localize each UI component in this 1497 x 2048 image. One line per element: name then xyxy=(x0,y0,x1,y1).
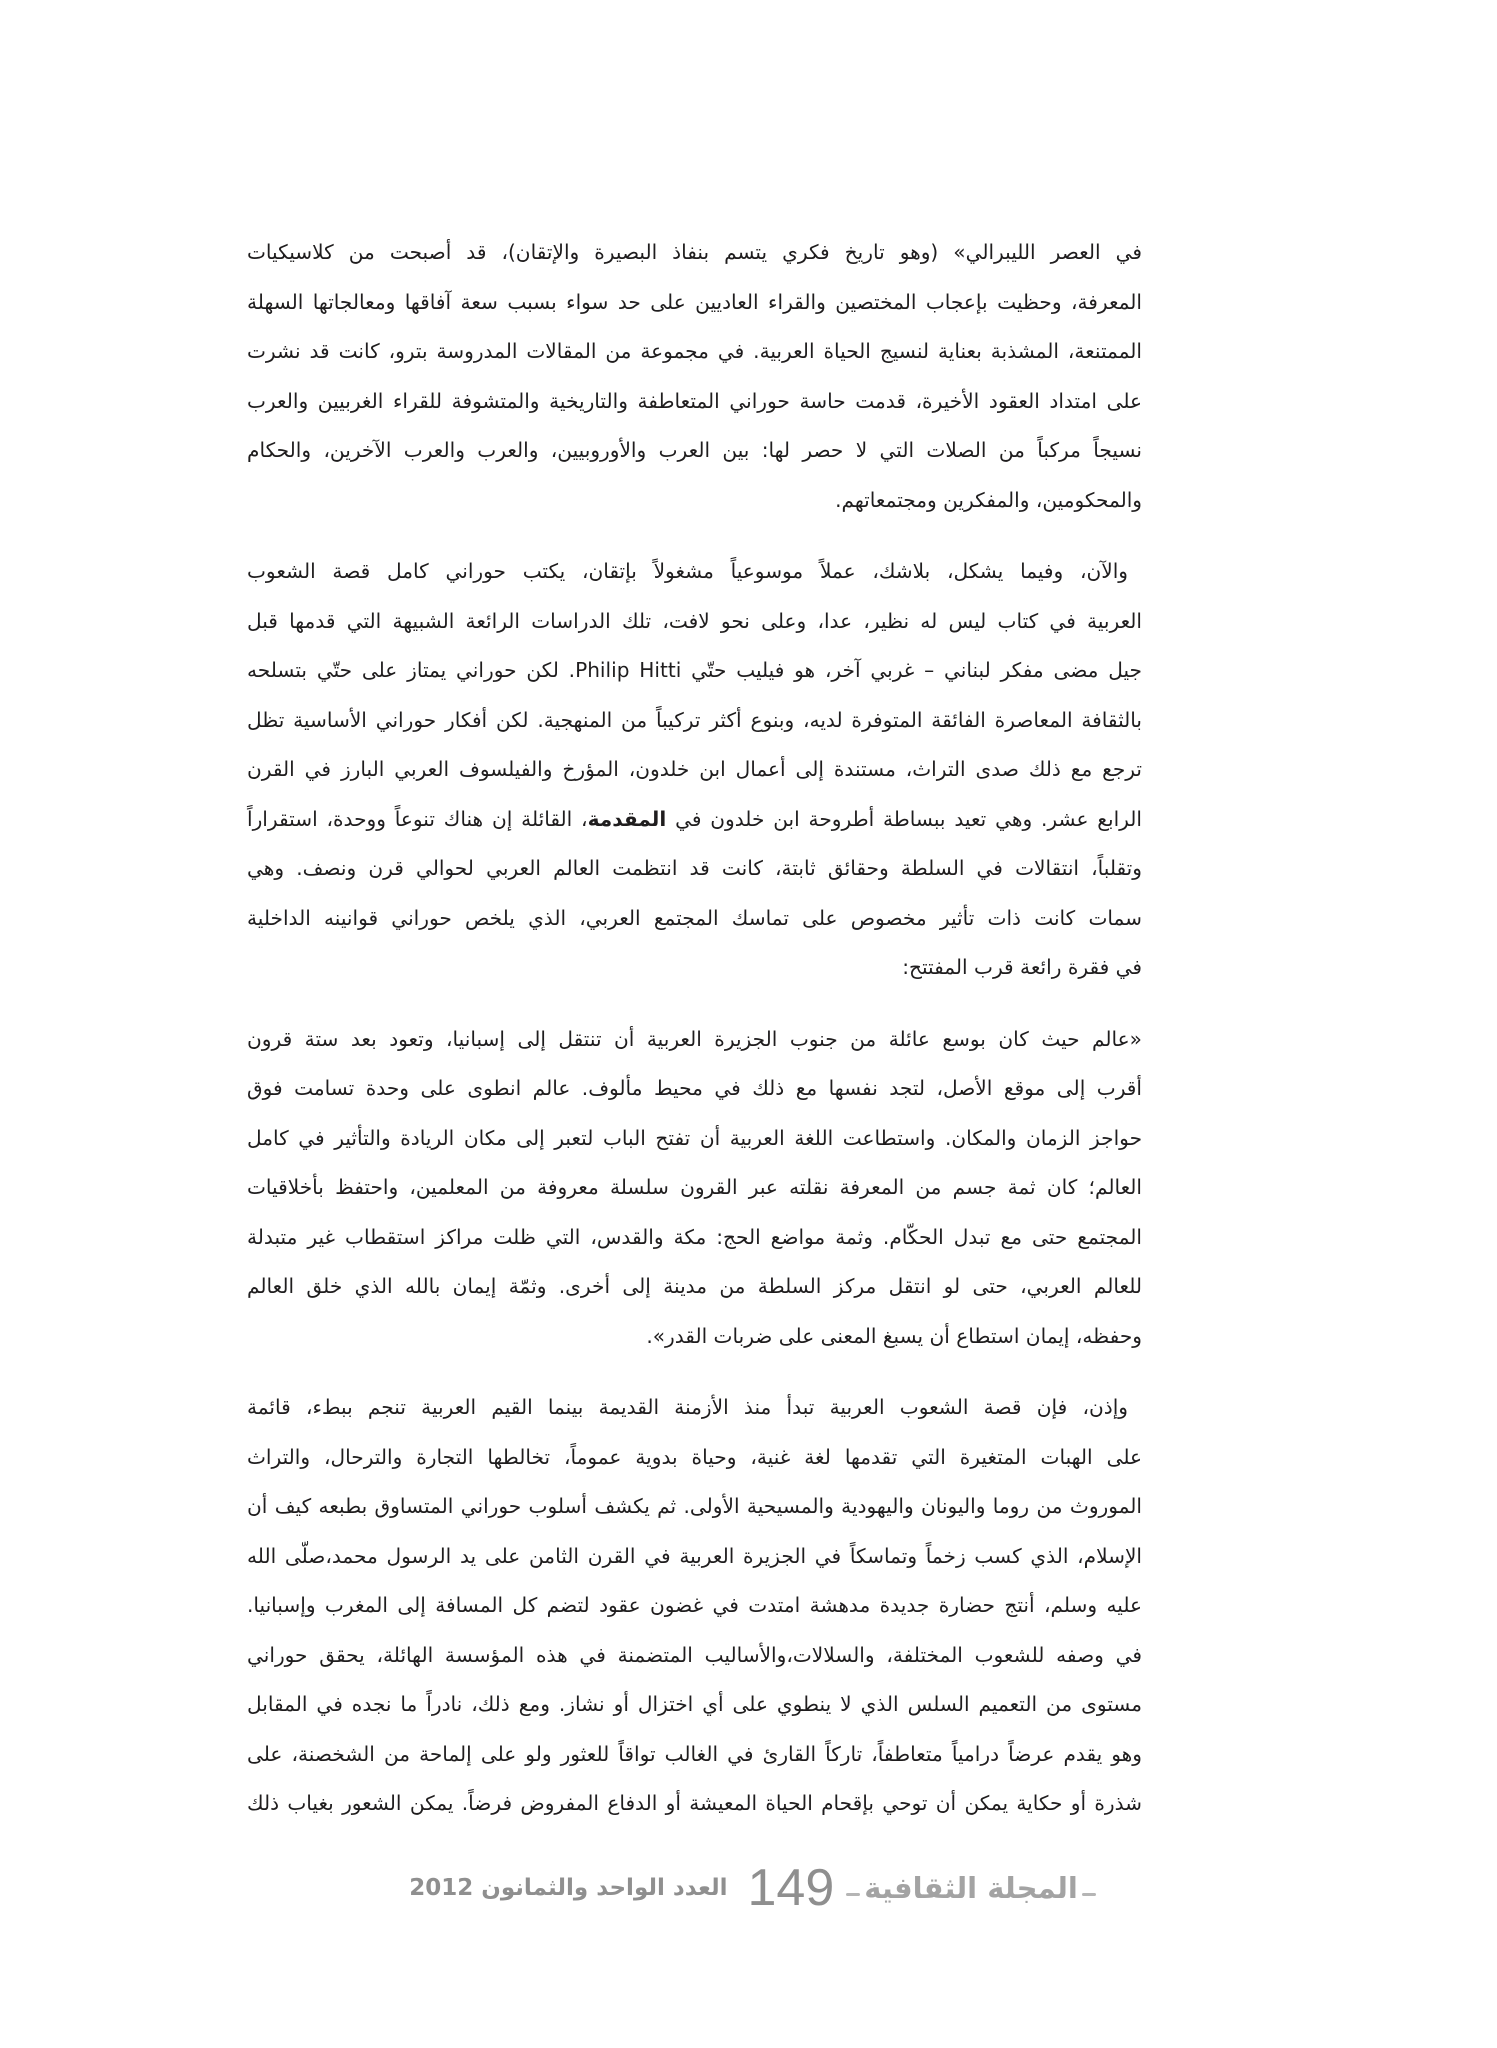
page-footer xyxy=(0,1859,1497,1917)
paragraph-4 xyxy=(247,1383,1142,1829)
text-line: في العصر الليبرالي» (وهو تاريخ فكري يتسم بنفاذ البصيرة والإتقان)، قد أصبحت من كلاسيكيات xyxy=(247,240,1142,264)
text-line: «عالم حيث كان بوسع عائلة من جنوب الجزيرة العربية أن تنتقل إلى إسبانيا، وتعود بعد ستة قرون xyxy=(247,1026,1142,1051)
text-line: عليه وسلم، أنتج حضارة جديدة مدهشة امتدت في غضون عقود لتضم كل المسافة إلى المغرب وإسبانيا. xyxy=(247,1593,1142,1617)
paragraph-1 xyxy=(247,228,1142,525)
issue-label: العدد الواحد والثمانون 2012 xyxy=(409,1875,728,1901)
text-line: مستوى من التعميم السلس الذي لا ينطوي على أي اختزال أو نشاز. ومع ذلك، نادراً ما نجده في المقابل xyxy=(247,1692,1142,1716)
text-line: شذرة أو حكاية يمكن أن توحي بإقحام الحياة المعيشة أو الدفاع المفروض فرضاً. يمكن الشعور بغياب ذلك xyxy=(247,1791,1142,1815)
text-line: جيل مضى مفكر لبناني – غربي آخر، هو فيليب حتّي Philip Hitti. لكن حوراني يمتاز على حتّي بتسلحه xyxy=(247,658,1142,682)
quote-paragraph xyxy=(247,1015,1142,1362)
text-line: بالثقافة المعاصرة الفائقة المتوفرة لديه، وبنوع أكثر تركيباً من المنهجية. لكن أفكار حوراني الأساسية تظل xyxy=(247,707,1142,732)
text-line: والمحكومين، والمفكرين ومجتمعاتهم. xyxy=(835,487,1142,512)
text-line: وهو يقدم عرضاً درامياً متعاطفاً، تاركاً القارئ في الغالب تواقاً للعثور ولو على إلماحة من الشخصنة، على xyxy=(247,1741,1142,1766)
text-line: المجتمع حتى مع تبدل الحكّام. وثمة مواضع الحج: مكة والقدس، التي ظلت مراكز استقطاب غير متبدلة xyxy=(247,1224,1142,1249)
text-segment: ، القائلة إن هناك تنوعاً ووحدة، استقراراً xyxy=(247,806,588,831)
text-line xyxy=(247,795,1142,845)
text-line: وإذن، فإن قصة الشعوب العربية تبدأ منذ الأزمنة القديمة بينما القيم العربية تنجم ببطء، قائمة xyxy=(247,1395,1128,1419)
book-title-muqaddima: المقدمة xyxy=(587,806,667,831)
text-line: الإسلام، الذي كسب زخماً وتماسكاً في الجزيرة العربية في القرن الثامن على يد الرسول محمد،صلّى الله xyxy=(247,1543,1142,1568)
text-line: ترجع مع ذلك صدى التراث، مستندة إلى أعمال ابن خلدون، المؤرخ والفيلسوف العربي البارز في القرن xyxy=(247,757,1142,781)
text-line: على امتداد العقود الأخيرة، قدمت حاسة حوراني المتعاطفة والتاريخية والمتشوفة للقراء الغربيين والعرب xyxy=(247,388,1142,413)
text-line: أقرب إلى موقع الأصل، لتجد نفسها مع ذلك في محيط مألوف. عالم انطوى على وحدة تسامت فوق xyxy=(247,1076,1142,1100)
text-line: في فقرة رائعة قرب المفتتح: xyxy=(902,955,1142,979)
text-line: المعرفة، وحظيت بإعجاب المختصين والقراء العاديين على حد سواء بسبب سعة آفاقها ومعالجاتها السهلة xyxy=(247,289,1142,314)
text-line: الموروث من روما واليونان واليهودية والمسيحية الأولى. ثم يكشف أسلوب حوراني المتساوق بطبعه كيف أن xyxy=(247,1494,1142,1518)
text-line: سمات كانت ذات تأثير مخصوص على تماسك المجتمع العربي، الذي يلخص حوراني قوانينه الداخلية xyxy=(247,905,1142,930)
magazine-name: المجلة الثقافية xyxy=(854,1871,1088,1905)
page-number: 149 xyxy=(747,1859,835,1917)
text-segment: الرابع عشر. وهي تعيد ببساطة أطروحة ابن خلدون في xyxy=(666,806,1142,831)
text-line: العربية في كتاب ليس له نظير، عدا، وعلى نحو لافت، تلك الدراسات الرائعة الشبيهة التي قدمها قبل xyxy=(247,608,1142,633)
text-line: حواجز الزمان والمكان. واستطاعت اللغة العربية أن تفتح الباب لتعبر إلى مكان الريادة والتأثير في كامل xyxy=(247,1125,1142,1150)
text-line: الممتنعة، المشذبة بعناية لنسيج الحياة العربية. في مجموعة من المقالات المدروسة بترو، كانت قد نشرت xyxy=(247,339,1142,363)
text-line: والآن، وفيما يشكل، بلاشك، عملاً موسوعياً مشغولاً بإتقان، يكتب حوراني كامل قصة الشعوب xyxy=(247,559,1128,583)
text-line: نسيجاً مركباً من الصلات التي لا حصر لها: بين العرب والأوروبيين، والعرب والعرب الآخرين، والحكام xyxy=(247,438,1142,462)
text-line: على الهبات المتغيرة التي تقدمها لغة غنية، وحياة بدوية عموماً، تخالطها التجارة والترحال، والتراث xyxy=(247,1444,1142,1469)
text-line: وتقلباً، انتقالات في السلطة وحقائق ثابتة، كانت قد انتظمت العالم العربي لحوالي قرن ونصف. وهي xyxy=(247,856,1142,880)
paragraph-2 xyxy=(247,547,1142,993)
text-line: وحفظه، إيمان استطاع أن يسبغ المعنى على ضربات القدر». xyxy=(646,1323,1142,1348)
article-body xyxy=(247,228,1142,1851)
text-line: في وصفه للشعوب المختلفة، والسلالات،والأساليب المتضمنة في هذه المؤسسة الهائلة، يحقق حوراني xyxy=(247,1642,1142,1667)
text-line: للعالم العربي، حتى لو انتقل مركز السلطة من مدينة إلى أخرى. وثمّة إيمان بالله الذي خلق العالم xyxy=(247,1274,1142,1298)
text-line: العالم؛ كان ثمة جسم من المعرفة نقلته عبر القرون سلسلة معروفة من المعلمين، واحتفظ بأخلاقيات xyxy=(247,1175,1142,1199)
